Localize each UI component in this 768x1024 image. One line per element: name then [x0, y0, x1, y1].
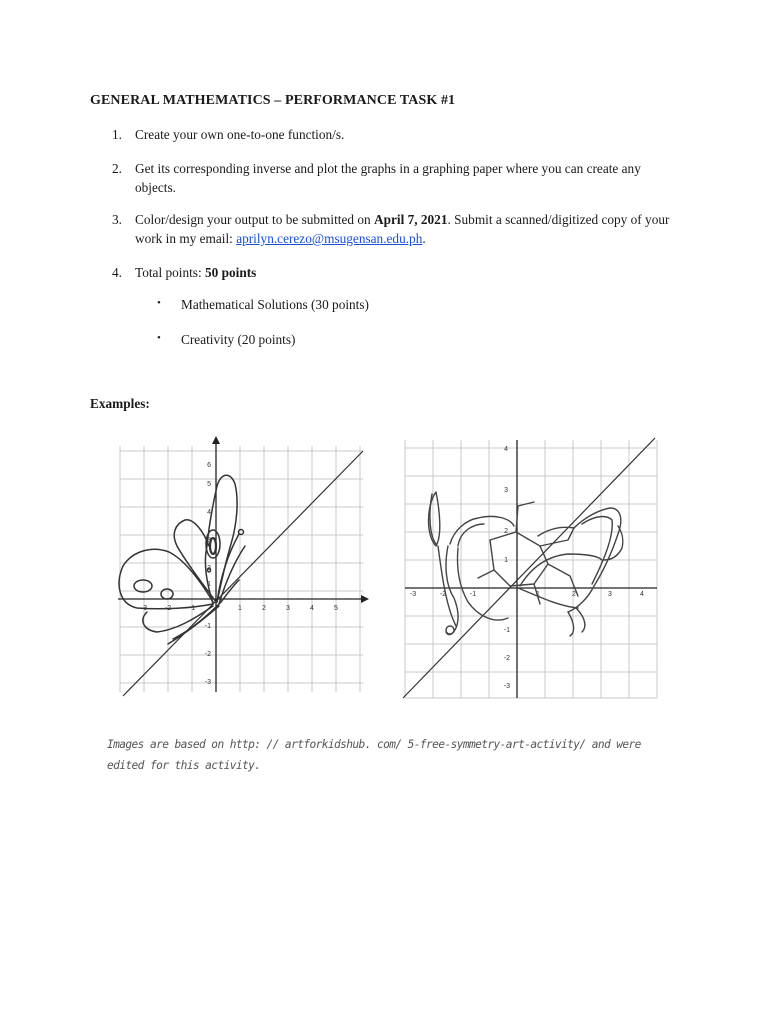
butterfly-drawing-icon: [119, 475, 245, 644]
y-tick-label: -1: [503, 627, 510, 634]
y-tick-label: -2: [204, 651, 211, 658]
x-tick-label: 2: [572, 591, 576, 598]
grid: [405, 440, 657, 698]
bullet-icon: •: [157, 332, 161, 344]
y-tick-label: 1: [207, 581, 211, 588]
identity-line: [123, 451, 363, 696]
bullet-icon: •: [157, 297, 161, 309]
turtle-graph: [398, 436, 662, 700]
y-tick-label: 3: [504, 487, 508, 494]
axes: [405, 440, 657, 698]
x-tick-label: 4: [640, 591, 644, 598]
bullet-text: Mathematical Solutions (30 points): [181, 297, 369, 312]
item-text-pre: Total points:: [135, 265, 205, 280]
document-title: GENERAL MATHEMATICS – PERFORMANCE TASK #1: [90, 93, 456, 108]
item-text-pre: Color/design your output to be submitted on: [135, 212, 374, 227]
x-tick-label: -3: [409, 591, 417, 598]
y-tick-label: 4: [207, 509, 211, 516]
item-text: [135, 210, 675, 248]
y-tick-label: 3: [207, 537, 211, 544]
item-text: Get its corresponding inverse and plot the graphs in a graphing paper where you can create any objects.: [135, 161, 641, 195]
examples-heading: Examples:: [90, 396, 150, 411]
x-tick-label: -3: [140, 605, 148, 612]
x-tick-label: 1: [238, 605, 242, 612]
grid: [120, 446, 363, 692]
image-credit-caption: Images are based on http: // artforkidshub. com/ 5-free-symmetry-art-activity/ and were edited for this activity.: [107, 738, 641, 772]
due-date: April 7, 2021: [373, 212, 448, 227]
x-tick-label: 3: [608, 591, 612, 598]
y-tick-label: 2: [207, 565, 211, 572]
y-axis-arrow-icon: [212, 436, 220, 444]
y-tick-label: 4: [504, 446, 508, 453]
x-axis-arrow-icon: [361, 595, 369, 603]
y-tick-label: 5: [207, 481, 211, 488]
x-tick-label: -2: [164, 605, 172, 612]
total-points: 50 points: [204, 265, 257, 280]
item-text-mid: . Submit a scanned/digitized copy of your work in my email:: [135, 212, 670, 246]
y-tick-label: -2: [503, 655, 510, 662]
y-tick-label: 6: [207, 462, 211, 469]
y-tick-label: 2: [504, 528, 508, 535]
y-tick-label: 1: [504, 557, 508, 564]
item-text: Create your own one-to-one function/s.: [135, 127, 345, 142]
item-text-post: .: [422, 231, 426, 246]
x-tick-label: -1: [469, 591, 477, 598]
axes: [118, 438, 365, 692]
x-tick-label: 3: [286, 605, 290, 612]
email-link[interactable]: aprilyn.cerezo@msugensan.edu.ph: [236, 231, 423, 246]
x-tick-label: 1: [536, 591, 540, 598]
y-tick-label: -3: [503, 683, 510, 690]
x-tick-label: 2: [262, 605, 266, 612]
x-tick-label: 5: [334, 605, 338, 612]
butterfly-graph: [113, 434, 373, 698]
turtle-drawing-icon: [429, 492, 623, 636]
x-tick-label: -2: [439, 591, 447, 598]
x-tick-label: 4: [310, 605, 314, 612]
bullet-text: Creativity (20 points): [181, 332, 296, 347]
y-tick-label: -3: [204, 679, 211, 686]
x-tick-label: -1: [188, 605, 196, 612]
y-tick-label: -1: [204, 623, 211, 630]
item-number: 1.: [112, 127, 122, 142]
item-number: 2.: [112, 161, 122, 176]
item-number: 4.: [112, 265, 122, 280]
item-text: [135, 263, 675, 282]
item-number: 3.: [112, 212, 122, 227]
